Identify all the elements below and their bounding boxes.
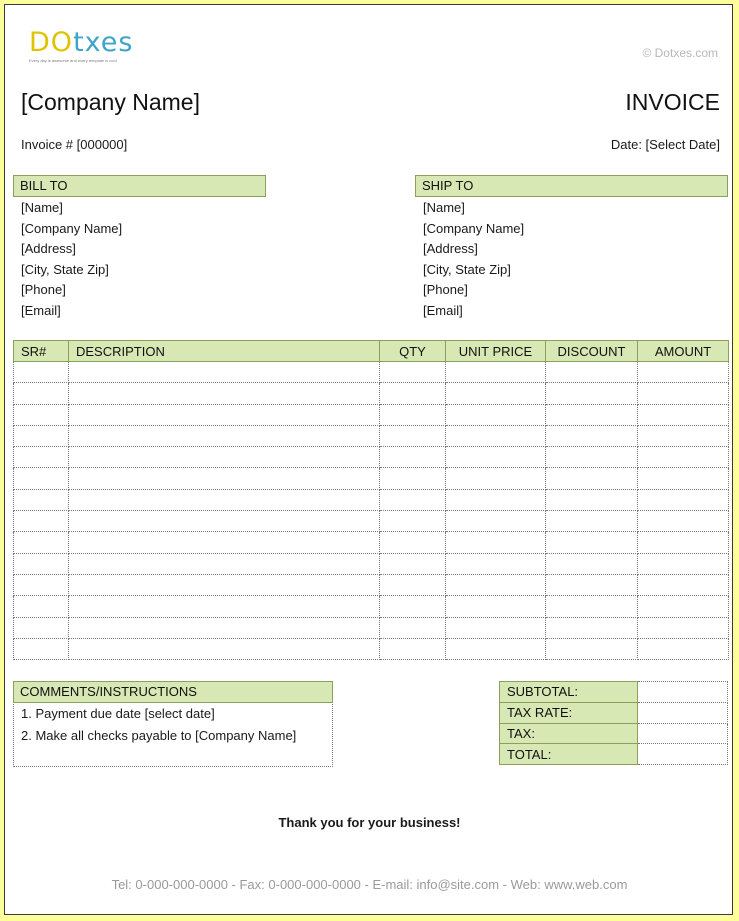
table-cell[interactable] [638, 468, 729, 489]
copyright-text: © Dotxes.com [642, 46, 718, 60]
table-row [14, 574, 729, 595]
logo-tagline: Every day is awesome and every template is cool [29, 58, 117, 63]
table-cell[interactable] [69, 617, 380, 638]
table-cell[interactable] [638, 511, 729, 532]
table-cell[interactable] [380, 574, 446, 595]
invoice-number[interactable]: Invoice # [000000] [21, 137, 128, 152]
table-row [14, 383, 729, 404]
comments-heading: COMMENTS/INSTRUCTIONS [13, 681, 333, 703]
subtotal-row [500, 682, 728, 703]
table-cell[interactable] [638, 638, 729, 659]
table-cell[interactable] [69, 574, 380, 595]
table-cell[interactable] [14, 468, 69, 489]
company-name[interactable]: [Company Name] [21, 89, 200, 115]
table-row [14, 468, 729, 489]
table-cell[interactable] [380, 362, 446, 383]
table-cell[interactable] [380, 617, 446, 638]
table-cell[interactable] [638, 532, 729, 553]
table-cell[interactable] [546, 489, 638, 510]
table-cell[interactable] [446, 404, 546, 425]
table-row [14, 532, 729, 553]
table-cell[interactable] [446, 425, 546, 446]
bill-to-address[interactable]: [Address] [21, 241, 76, 256]
items-body [14, 362, 729, 660]
table-cell[interactable] [14, 404, 69, 425]
table-cell[interactable] [69, 383, 380, 404]
table-cell[interactable] [69, 362, 380, 383]
table-cell[interactable] [446, 553, 546, 574]
table-cell[interactable] [546, 383, 638, 404]
table-cell[interactable] [546, 617, 638, 638]
table-row [14, 425, 729, 446]
table-cell[interactable] [380, 447, 446, 468]
tax-rate-label: TAX RATE: [500, 702, 638, 723]
table-cell[interactable] [380, 511, 446, 532]
col-qty: QTY [380, 341, 446, 362]
contact-footer: Tel: 0-000-000-0000 - Fax: 0-000-000-0000 - E-mail: info@site.com - Web: www.web.com [111, 877, 628, 892]
table-row [14, 447, 729, 468]
table-cell[interactable] [380, 425, 446, 446]
tax-value[interactable] [638, 723, 728, 744]
table-cell[interactable] [446, 638, 546, 659]
table-cell[interactable] [546, 638, 638, 659]
table-cell[interactable] [69, 553, 380, 574]
bill-to-block [21, 198, 122, 321]
table-cell[interactable] [446, 383, 546, 404]
total-value[interactable] [638, 744, 728, 765]
table-cell[interactable] [546, 468, 638, 489]
table-cell[interactable] [69, 404, 380, 425]
table-cell[interactable] [546, 596, 638, 617]
table-row [14, 617, 729, 638]
table-cell[interactable] [69, 447, 380, 468]
table-cell[interactable] [14, 511, 69, 532]
table-cell[interactable] [638, 596, 729, 617]
table-cell[interactable] [446, 447, 546, 468]
table-cell[interactable] [546, 574, 638, 595]
table-cell[interactable] [638, 489, 729, 510]
bill-to-city[interactable]: [City, State Zip] [21, 261, 109, 277]
table-cell[interactable] [380, 468, 446, 489]
table-cell[interactable] [638, 425, 729, 446]
ship-to-heading: SHIP TO [415, 175, 728, 197]
table-cell[interactable] [380, 596, 446, 617]
total-label: TOTAL: [500, 744, 638, 765]
comment-line-1[interactable]: 1. Payment due date [select date] [21, 706, 215, 721]
logo-wordmark: DOtxes [29, 27, 134, 58]
table-cell[interactable] [546, 532, 638, 553]
table-cell[interactable] [638, 574, 729, 595]
table-cell[interactable] [380, 638, 446, 659]
ship-to-block [423, 198, 524, 321]
table-cell[interactable] [546, 511, 638, 532]
table-cell[interactable] [446, 362, 546, 383]
table-row [14, 362, 729, 383]
table-row [14, 404, 729, 425]
subtotal-value[interactable] [638, 682, 728, 703]
total-row [500, 744, 728, 765]
col-amount: AMOUNT [638, 341, 729, 362]
bill-to-email[interactable]: [Email] [21, 302, 61, 318]
table-cell[interactable] [69, 511, 380, 532]
table-cell[interactable] [69, 425, 380, 446]
table-cell[interactable] [546, 362, 638, 383]
table-cell[interactable] [638, 383, 729, 404]
table-row [14, 596, 729, 617]
table-row [14, 489, 729, 510]
col-unit-price: UNIT PRICE [446, 341, 546, 362]
ship-to-email[interactable]: [Email] [423, 302, 463, 318]
table-cell[interactable] [14, 532, 69, 553]
invoice-page [4, 4, 733, 915]
col-sr: SR# [14, 341, 69, 362]
ship-to-city[interactable]: [City, State Zip] [423, 261, 511, 277]
bill-to-heading: BILL TO [13, 175, 266, 197]
table-row [14, 511, 729, 532]
bill-to-company[interactable]: [Company Name] [21, 220, 123, 236]
thank-you-note: Thank you for your business! [278, 815, 461, 830]
table-cell[interactable] [446, 532, 546, 553]
items-table [13, 340, 729, 660]
bill-to-phone[interactable]: [Phone] [21, 282, 66, 297]
table-row [14, 553, 729, 574]
ship-to-address[interactable]: [Address] [423, 241, 478, 256]
totals-table [499, 681, 728, 765]
table-cell[interactable] [638, 404, 729, 425]
table-cell[interactable] [446, 511, 546, 532]
table-cell[interactable] [546, 447, 638, 468]
table-cell[interactable] [14, 383, 69, 404]
ship-to-name[interactable]: [Name] [423, 200, 465, 215]
table-cell[interactable] [546, 553, 638, 574]
table-cell[interactable] [446, 617, 546, 638]
table-cell[interactable] [69, 468, 380, 489]
table-cell[interactable] [14, 447, 69, 468]
table-cell[interactable] [14, 638, 69, 659]
table-cell[interactable] [380, 532, 446, 553]
table-cell[interactable] [380, 489, 446, 510]
bill-to-name[interactable]: [Name] [21, 200, 63, 215]
table-cell[interactable] [638, 447, 729, 468]
table-cell[interactable] [14, 425, 69, 446]
invoice-title: INVOICE [625, 89, 720, 115]
ship-to-company[interactable]: [Company Name] [423, 220, 525, 236]
table-cell[interactable] [14, 574, 69, 595]
items-header-row [14, 341, 729, 362]
dotxes-logo[interactable] [29, 29, 133, 63]
table-row [14, 638, 729, 659]
table-cell[interactable] [638, 553, 729, 574]
table-cell[interactable] [14, 617, 69, 638]
ship-to-phone[interactable]: [Phone] [423, 282, 468, 297]
table-cell[interactable] [380, 383, 446, 404]
table-cell[interactable] [546, 404, 638, 425]
table-cell[interactable] [69, 596, 380, 617]
table-cell[interactable] [69, 638, 380, 659]
tax-row [500, 723, 728, 744]
tax-label: TAX: [500, 723, 638, 744]
tax-rate-value[interactable] [638, 702, 728, 723]
invoice-date[interactable]: Date: [Select Date] [610, 137, 720, 152]
table-cell[interactable] [14, 553, 69, 574]
table-cell[interactable] [69, 532, 380, 553]
table-cell[interactable] [380, 404, 446, 425]
comment-line-2[interactable]: 2. Make all checks payable to [Company Name] [21, 728, 297, 743]
table-cell[interactable] [446, 468, 546, 489]
col-description: DESCRIPTION [69, 341, 380, 362]
table-cell[interactable] [546, 425, 638, 446]
subtotal-label: SUBTOTAL: [500, 682, 638, 703]
table-cell[interactable] [446, 596, 546, 617]
table-cell[interactable] [69, 489, 380, 510]
tax-rate-row [500, 702, 728, 723]
table-cell[interactable] [446, 574, 546, 595]
table-cell[interactable] [380, 553, 446, 574]
table-cell[interactable] [14, 596, 69, 617]
table-cell[interactable] [14, 489, 69, 510]
table-cell[interactable] [638, 617, 729, 638]
table-cell[interactable] [638, 362, 729, 383]
col-discount: DISCOUNT [546, 341, 638, 362]
table-cell[interactable] [446, 489, 546, 510]
table-cell[interactable] [14, 362, 69, 383]
